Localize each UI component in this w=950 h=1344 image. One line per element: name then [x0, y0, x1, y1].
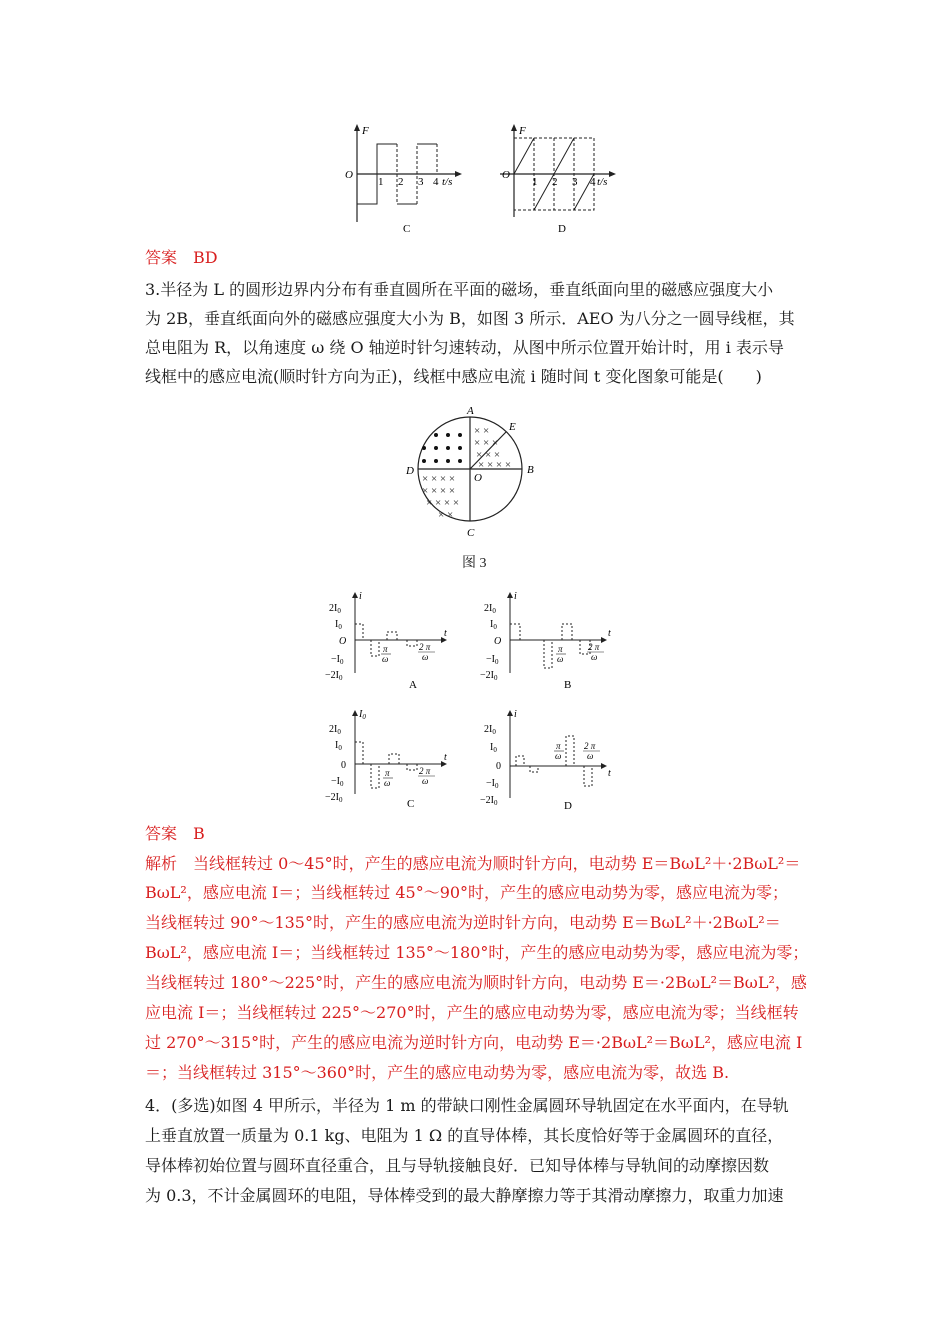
svg-text:i: i [514, 591, 517, 602]
tick-2: 2 [552, 176, 558, 188]
caption-c: C [403, 223, 411, 234]
svg-text:I0: $I_0$ [490, 742, 497, 754]
answer-q3: 答案 B [145, 824, 205, 843]
analysis-line-1: 解析 当线框转过 0～45°时，产生的感应电流为顺时针方向，电动势 E＝BωL²＋·2BωL²＝ [145, 854, 801, 873]
tick-4: 4 [590, 176, 596, 188]
svg-text:ω: ω [587, 751, 594, 761]
label-a: A [467, 405, 474, 417]
q3-line-2: 为 2B，垂直纸面向外的磁感应强度大小为 B，如图 3 所示．AEO 为八分之一圆导线框，其 [145, 309, 795, 328]
svg-text:I0: $I_0$ [490, 619, 497, 631]
svg-text:C: C [407, 798, 415, 810]
current-graph-b [480, 588, 620, 693]
svg-text:t: t [608, 768, 611, 779]
svg-text:−2I0: $-2I_0$ [480, 795, 498, 807]
svg-text:D: D [564, 800, 572, 812]
q3-line-4: 线框中的感应电流(顺时针方向为正)，线框中感应电流 i 随时间 t 变化图象可能是( ) [145, 367, 762, 386]
tick-4: 4 [433, 176, 439, 188]
svg-text:× × × ×: × × × × [426, 497, 460, 509]
svg-text:2I0: $2I_0$ [329, 603, 341, 615]
analysis-line-5: 当线框转过 180°～225°时，产生的感应电流为顺时针方向，电动势 E＝·2BωL²＝BωL²，感 [145, 973, 807, 992]
axis-label-f: F [519, 125, 526, 137]
current-graph-a [325, 588, 460, 693]
svg-text:× × × ×: × × × × [478, 459, 512, 471]
svg-text:O: O [339, 636, 347, 647]
force-graph-d [500, 122, 630, 234]
svg-text:π: π [385, 768, 390, 778]
svg-text:ω: ω [422, 652, 429, 662]
svg-text:2 π: 2 π [419, 766, 431, 776]
svg-text:2 π: 2 π [419, 642, 431, 652]
analysis-line-4: BωL²，感应电流 I＝；当线框转过 135°～180°时，产生的感应电动势为零，感应电流为零； [145, 943, 809, 962]
svg-text:× × × ×: × × × × [422, 473, 456, 485]
svg-text:ω: ω [555, 751, 562, 761]
svg-text:t: t [608, 628, 611, 639]
svg-text:0: 0 [341, 760, 346, 771]
figure-3-circle [400, 402, 550, 542]
force-graph-c [340, 122, 470, 234]
svg-text:2I0: $2I_0$ [484, 603, 496, 615]
svg-text:π: π [556, 741, 561, 751]
tick-3: 3 [572, 176, 578, 188]
svg-text:× ×: × × [474, 425, 490, 437]
svg-text:ω: ω [382, 654, 389, 664]
svg-text:ω: ω [422, 776, 429, 786]
q4-line-4: 为 0.3，不计金属圆环的电阻，导体棒受到的最大静摩擦力等于其滑动摩擦力，取重力加速 [145, 1186, 784, 1205]
analysis-line-2: BωL²，感应电流 I＝；当线框转过 45°～90°时，产生的感应电动势为零，感应电流为零； [145, 883, 789, 902]
figure-3-caption: 图 3 [462, 556, 487, 571]
label-b: B [527, 464, 534, 476]
svg-text:2I0: $2I_0$ [484, 724, 496, 736]
svg-text:A: A [409, 679, 417, 691]
q4-line-1: 4．(多选)如图 4 甲所示，半径为 1 m 的带缺口刚性金属圆环导轨固定在水平面内，在导轨 [145, 1096, 789, 1115]
svg-text:π: π [558, 644, 563, 654]
tick-2: 2 [398, 176, 404, 188]
svg-text:−2I0: $-2I_0$ [325, 792, 343, 804]
label-d: D [406, 465, 414, 477]
svg-text:−I0: $-I_0$ [486, 778, 499, 790]
q3-line-1: 3.半径为 L 的圆形边界内分布有垂直圆所在平面的磁场，垂直纸面向里的磁感应强度大小 [145, 280, 774, 299]
label-o: O [474, 472, 482, 484]
svg-text:0: 0 [496, 761, 501, 772]
svg-text:−2I0: $-2I_0$ [325, 670, 343, 682]
svg-text:ω: ω [557, 654, 564, 664]
q4-line-2: 上垂直放置一质量为 0.1 kg、电阻为 1 Ω 的直导体棒，其长度恰好等于金属圆环的直径， [145, 1126, 784, 1145]
svg-text:B: B [564, 679, 572, 691]
svg-text:−I0: $-I_0$ [331, 776, 344, 788]
svg-text:I0: $I_0$ [359, 709, 366, 721]
analysis-line-3: 当线框转过 90°～135°时，产生的感应电流为逆时针方向，电动势 E＝BωL²＋·2BωL²＝ [145, 913, 781, 932]
label-c: C [467, 527, 475, 539]
axis-label-f: F [362, 125, 369, 137]
tick-1: 1 [378, 176, 384, 188]
svg-text:2I0: $2I_0$ [329, 724, 341, 736]
svg-text:× ×: × × [438, 509, 454, 521]
svg-text:i: i [359, 591, 362, 602]
svg-text:π: π [383, 644, 388, 654]
answer-q2: 答案 BD [145, 248, 218, 267]
caption-d: D [558, 223, 566, 234]
svg-text:t: t [444, 752, 447, 763]
svg-text:i: i [514, 709, 517, 720]
svg-text:2 π: 2 π [584, 741, 596, 751]
svg-text:× × ×: × × × [474, 437, 499, 449]
svg-text:O: O [494, 636, 502, 647]
analysis-line-6: 应电流 I＝；当线框转过 225°～270°时，产生的感应电动势为零，感应电流为零；当线框转 [145, 1003, 799, 1022]
svg-text:I0: $I_0$ [335, 740, 342, 752]
origin-label: O [502, 169, 510, 181]
svg-text:2 π: 2 π [588, 642, 600, 652]
origin-label: O [345, 169, 353, 181]
axis-label-t: t/s [597, 176, 608, 188]
svg-text:−I0: $-I_0$ [331, 654, 344, 666]
q4-line-3: 导体棒初始位置与圆环直径重合，且与导轨接触良好．已知导体棒与导轨间的动摩擦因数 [145, 1156, 770, 1175]
tick-3: 3 [418, 176, 424, 188]
svg-text:−I0: $-I_0$ [486, 654, 499, 666]
svg-text:−2I0: $-2I_0$ [480, 670, 498, 682]
svg-text:t: t [444, 628, 447, 639]
svg-text:ω: ω [591, 652, 598, 662]
analysis-line-7: 过 270°～315°时，产生的感应电流为逆时针方向，电动势 E＝·2BωL²＝BωL²，感应电流 I [145, 1033, 803, 1052]
svg-text:× × ×: × × × [476, 449, 501, 461]
current-graph-d [480, 706, 620, 814]
analysis-line-8: ＝；当线框转过 315°～360°时，产生的感应电动势为零，感应电流为零，故选 B. [145, 1063, 730, 1082]
q3-line-3: 总电阻为 R，以角速度 ω 绕 O 轴逆时针匀速转动，从图中所示位置开始计时，用 i 表示导 [145, 338, 784, 357]
axis-label-t: t/s [442, 176, 453, 188]
current-graph-c [325, 706, 460, 811]
label-e: E [509, 421, 516, 433]
tick-1: 1 [532, 176, 538, 188]
svg-text:× × × ×: × × × × [422, 485, 456, 497]
svg-text:I0: $I_0$ [335, 619, 342, 631]
svg-text:ω: ω [384, 778, 391, 788]
